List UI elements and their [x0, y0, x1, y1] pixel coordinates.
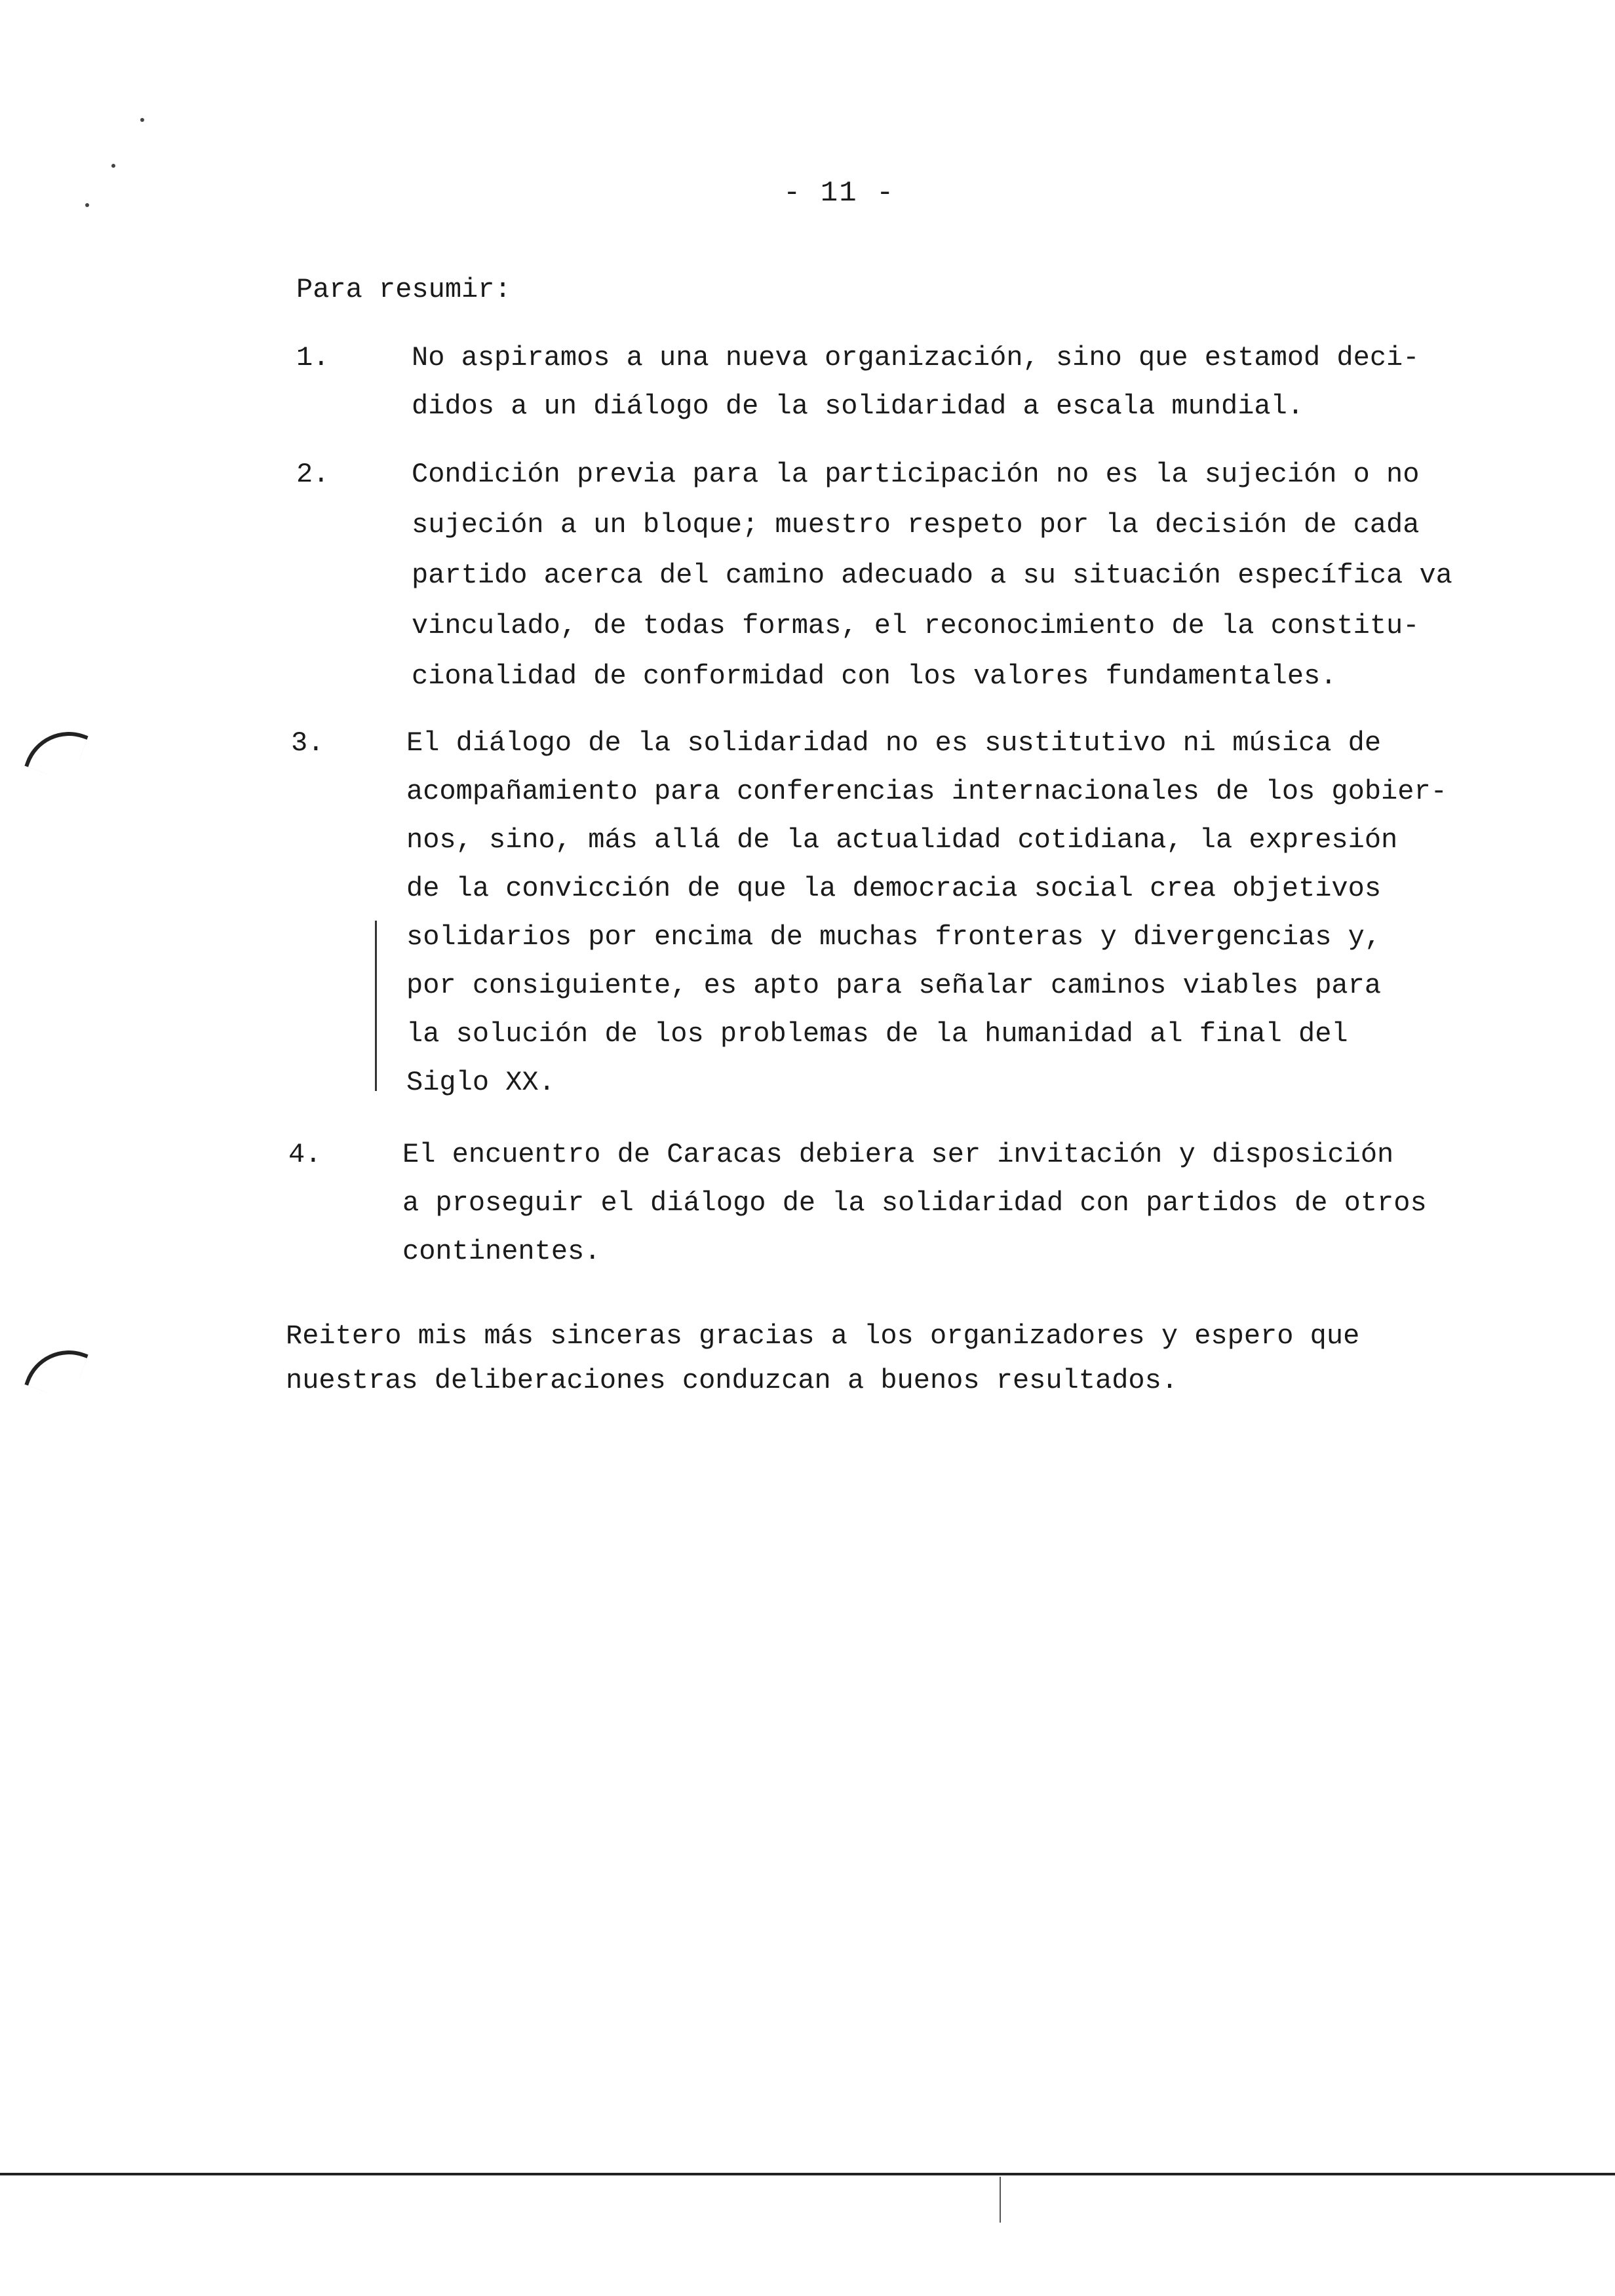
list-item-line: a proseguir el diálogo de la solidaridad con partidos de otros	[402, 1187, 1427, 1219]
list-item-line: sujeción a un bloque; muestro respeto por la decisión de cada	[412, 509, 1420, 541]
list-item-line: por consiguiente, es apto para señalar caminos viables para	[406, 970, 1382, 1001]
list-item-line: No aspiramos a una nueva organización, sino que estamod deci-	[412, 342, 1420, 373]
page-number: - 11 -	[783, 177, 895, 210]
list-item-number: 2.	[296, 459, 330, 490]
closing-line: nuestras deliberaciones conduzcan a buenos resultados.	[286, 1365, 1178, 1396]
list-item-line: partido acerca del camino adecuado a su situación específica va	[412, 560, 1452, 591]
list-item-line: nos, sino, más allá de la actualidad cotidiana, la expresión	[406, 824, 1398, 856]
margin-bracket-mark	[375, 921, 381, 1091]
speck-mark	[85, 203, 89, 207]
fold-mark	[1000, 2177, 1001, 2223]
closing-line: Reitero mis más sinceras gracias a los organizadores y espero que	[286, 1320, 1360, 1352]
list-item-line: vinculado, de todas formas, el reconocimiento de la constitu-	[412, 610, 1420, 641]
intro-heading: Para resumir:	[296, 274, 511, 305]
list-item-line: la solución de los problemas de la humanidad al final del	[406, 1018, 1348, 1050]
list-item-number: 1.	[296, 342, 330, 373]
bottom-rule	[0, 2173, 1615, 2175]
list-item-line: acompañamiento para conferencias internacionales de los gobier-	[406, 776, 1447, 807]
list-item-number: 3.	[291, 727, 324, 759]
list-item-line: El encuentro de Caracas debiera ser invitación y disposición	[402, 1139, 1394, 1170]
speck-mark	[140, 118, 144, 122]
list-item-line: solidarios por encima de muchas fronteras y divergencias y,	[406, 921, 1382, 953]
punch-hole-mark-bottom	[24, 1337, 88, 1401]
speck-mark	[111, 164, 115, 168]
list-item-line: didos a un diálogo de la solidaridad a escala mundial.	[412, 391, 1304, 422]
list-item-line: cionalidad de conformidad con los valores fundamentales.	[412, 660, 1337, 692]
punch-hole-mark-top	[24, 719, 88, 782]
list-item-line: continentes.	[402, 1236, 601, 1267]
list-item-line: Condición previa para la participación no es la sujeción o no	[412, 459, 1420, 490]
list-item-line: El diálogo de la solidaridad no es sustitutivo ni música de	[406, 727, 1382, 759]
list-item-number: 4.	[288, 1139, 322, 1170]
list-item-line: Siglo XX.	[406, 1067, 555, 1098]
list-item-line: de la convicción de que la democracia social crea objetivos	[406, 873, 1382, 904]
